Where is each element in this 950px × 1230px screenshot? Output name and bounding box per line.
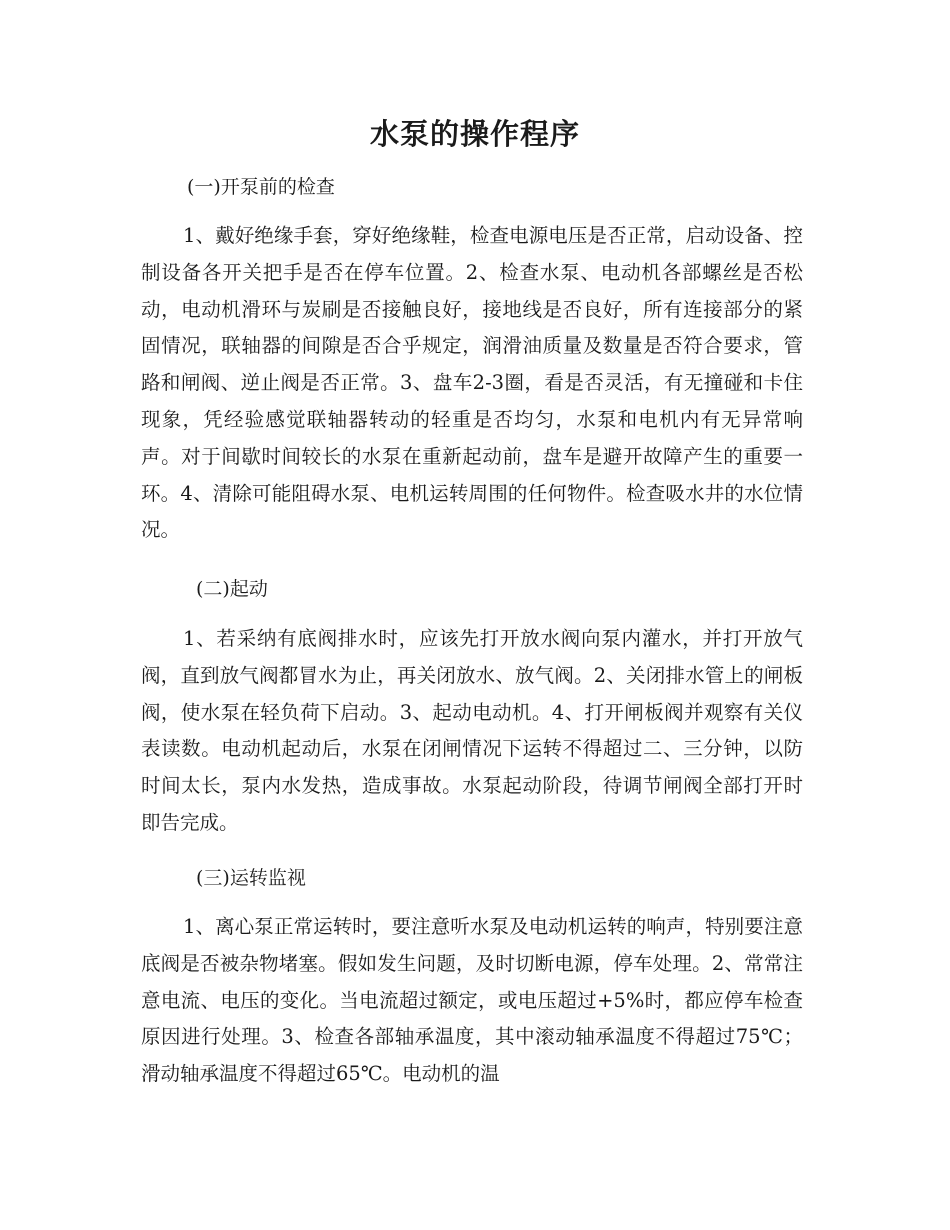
section-body-monitoring: 1、离心泵正常运转时，要注意听水泵及电动机运转的响声，特别要注意底阀是否被杂物堵塞。假如发生问题，及时切断电源，停车处理。2、常常注意电流、电压的变化。当电流超过额定，或电压超过+5%时，都应停车检查原因进行处理。3、检查各部轴承温度，其中滚动轴承温度不得超过75℃；滑动轴承温度不得超过65℃。电动机的温 <box>141 915 803 1086</box>
section-heading-monitoring: (三)运转监视 <box>196 867 306 889</box>
section-heading-inspection: (一)开泵前的检查 <box>187 176 335 198</box>
section-body-startup: 1、若采纳有底阀排水时，应该先打开放水阀向泵内灌水，并打开放气阀，直到放气阀都冒水为止，再关闭放水、放气阀。2、关闭排水管上的闸板阀，使水泵在轻负荷下启动。3、起动电动机。4、打开闸板阀并观察有关仪表读数。电动机起动后，水泵在闭闸情况下运转不得超过二、三分钟，以防时间太长，泵内水发热，造成事故。水泵起动阶段，待调节闸阀全部打开时即告完成。 <box>141 627 803 834</box>
section-body-inspection: 1、戴好绝缘手套，穿好绝缘鞋，检查电源电压是否正常，启动设备、控制设备各开关把手是否在停车位置。2、检查水泵、电动机各部螺丝是否松动，电动机滑环与炭刷是否接触良好，接地线是否良好，所有连接部分的紧固情况，联轴器的间隙是否合乎规定，润滑油质量及数量是否符合要求，管路和闸阀、逆止阀是否正常。3、盘车2-3圈，看是否灵活，有无撞碰和卡住现象，凭经验感觉联轴器转动的轻重是否均匀，水泵和电机内有无异常响声。对于间歇时间较长的水泵在重新起动前，盘车是避开故障产生的重要一环。4、清除可能阻碍水泵、电机运转周围的任何物件。检查吸水井的水位情况。 <box>141 224 803 542</box>
section-heading-startup: (二)起动 <box>196 578 268 600</box>
document-title: 水泵的操作程序 <box>369 117 580 151</box>
